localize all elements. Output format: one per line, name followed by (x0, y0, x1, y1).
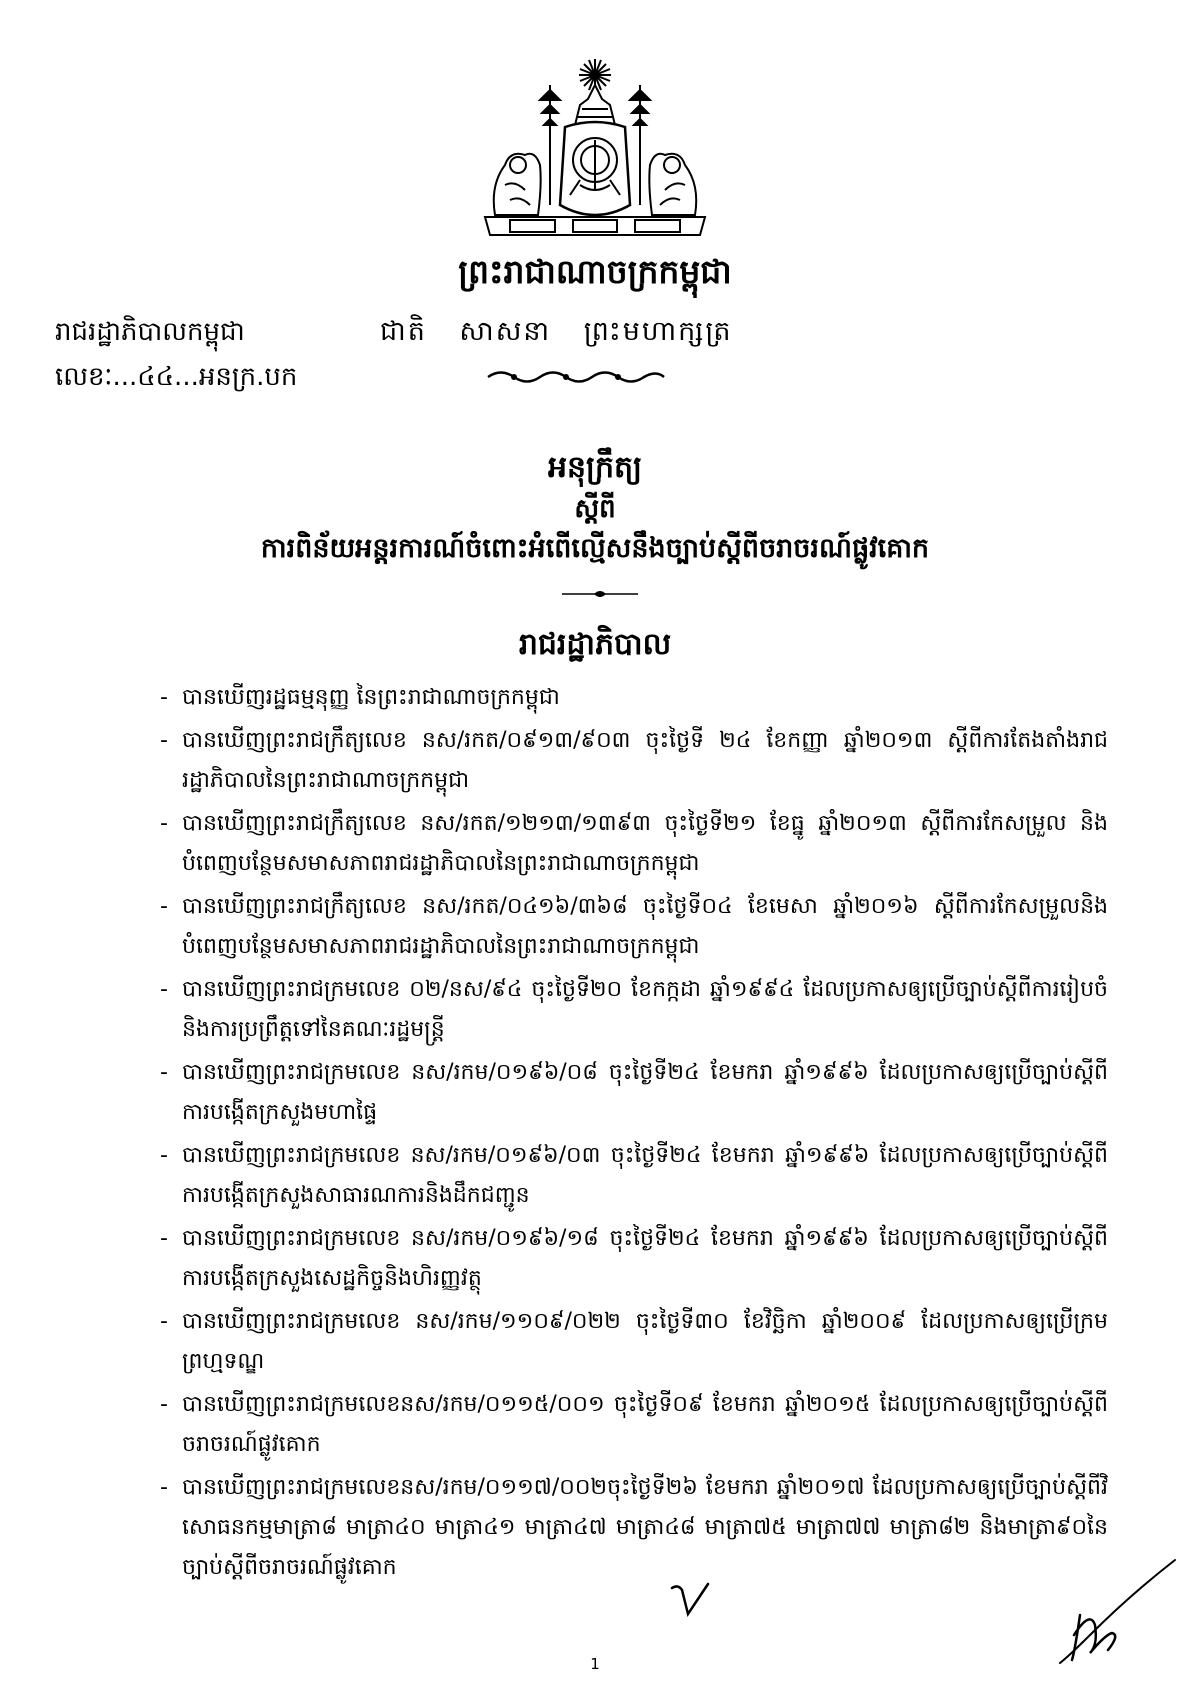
recital-text: បានឃើញព្រះរាជក្រមលេខ នស/រកម/១១០៩/០២២ ចុះថ្ងៃទី៣០ ខែវិច្ឆិកា ឆ្នាំ២០០៩ ដែលប្រកាសឲ្យប្រើក្រមព្រហ្មទណ្ឌ (182, 1309, 1108, 1374)
list-item (160, 1468, 1108, 1588)
bullet-dash: - (160, 894, 168, 919)
recital-text: បានឃើញព្រះរាជក្រមលេខ នស/រកម/០១៩៦/០៨ ចុះថ្ងៃទី២៤ ខែមករា ឆ្នាំ១៩៩៦ ដែលប្រកាសឲ្យប្រើច្បាប់ស្តីពីការបង្កើតក្រសួងមហាផ្ទៃ (182, 1060, 1108, 1125)
list-item (160, 970, 1108, 1050)
bullet-dash: - (160, 1060, 168, 1085)
recital-text: បានឃើញព្រះរាជក្រឹត្យលេខ នស/រកត/០៩១៣/៩០៣ ចុះថ្ងៃទី ២៤ ខែកញ្ញា ឆ្នាំ២០១៣ ស្តីពីការតែងតាំងរាជរដ្ឋាភិបាលនៃព្រះរាជាណាចក្រកម្ពុជា (182, 728, 1108, 793)
royal-coat-of-arms-icon (470, 55, 720, 245)
list-item (160, 1219, 1108, 1299)
recital-text: បានឃើញព្រះរាជក្រមលេខនស/រកម/០១១៧/០០២ចុះថ្ងៃទី២៦ ខែមករា ឆ្នាំ២០១៧ ដែលប្រកាសឲ្យប្រើច្បាប់ស្តីពីវិសោធនកម្មមាត្រា៨ មាត្រា៤០ មាត្រា៤១ មាត្រា៤៧ មាត្រា៤៨ មាត្រា៧៥ មាត្រា៧៧ មាត្រា៨២ និងមាត្រា៩០នៃច្បាប់ស្តីពីចរាចរណ៍ផ្លូវគោក (182, 1475, 1108, 1580)
title-divider-icon (560, 588, 640, 600)
recital-text: បានឃើញព្រះរាជក្រឹត្យលេខ នស/រកត/០៤១៦/៣៦៨ ចុះថ្ងៃទី០៤ ខែមេសា ឆ្នាំ២០១៦ ស្តីពីការកែសម្រួលនិងបំពេញបន្ថែមសមាសភាពរាជរដ្ឋាភិបាលនៃព្រះរាជាណាចក្រកម្ពុជា (182, 894, 1108, 959)
list-item (160, 1385, 1108, 1465)
list-item (160, 678, 1108, 718)
reference-number: លេខៈ...៤៤...អនក្រ.បក (55, 362, 298, 392)
bullet-dash: - (160, 1309, 168, 1334)
list-item (160, 1053, 1108, 1133)
document-type: អនុក្រឹត្យ (547, 450, 643, 485)
bullet-dash: - (160, 1226, 168, 1251)
list-item (160, 1302, 1108, 1382)
bullet-dash: - (160, 977, 168, 1002)
recital-text: បានឃើញរដ្ឋធម្មនុញ្ញ នៃព្រះរាជាណាចក្រកម្ពុជា (182, 685, 560, 710)
kingdom-name: ព្រះរាជាណាចក្រកម្ពុជា (458, 252, 732, 291)
bullet-dash: - (160, 811, 168, 836)
bullet-dash: - (160, 685, 168, 710)
list-item (160, 804, 1108, 884)
list-item (160, 887, 1108, 967)
national-motto: ជាតិ សាសនា ព្រះមហាក្សត្រ (380, 316, 733, 347)
recitals-list (160, 678, 1108, 1591)
signature-icon (1050, 1555, 1180, 1665)
document-subject: ការពិន័យអន្តរការណ៍ចំពោះអំពើល្មើសនឹងច្បាប់ស្តីពីចរាចរណ៍ផ្លូវគោក (260, 533, 930, 564)
bullet-dash: - (160, 1143, 168, 1168)
list-item (160, 1136, 1108, 1216)
recital-text: បានឃើញព្រះរាជក្រមលេខ នស/រកម/០១៩៦/១៨ ចុះថ្ងៃទី២៤ ខែមករា ឆ្នាំ១៩៩៦ ដែលប្រកាសឲ្យប្រើច្បាប់ស្តីពីការបង្កើតក្រសួងសេដ្ឋកិច្ចនិងហិរញ្ញវត្ថុ (182, 1226, 1108, 1291)
issuing-authority: រាជរដ្ឋាភិបាល (518, 627, 672, 662)
recital-text: បានឃើញព្រះរាជក្រមលេខនស/រកម/០១១៥/០០១ ចុះថ្ងៃទី០៩ ខែមករា ឆ្នាំ២០១៥ ដែលប្រកាសឲ្យប្រើច្បាប់ស្តីពីចរាចរណ៍ផ្លូវគោក (182, 1392, 1108, 1457)
handwritten-initial-icon (668, 1580, 716, 1622)
bullet-dash: - (160, 728, 168, 753)
ornament-divider-icon (486, 366, 666, 388)
list-item (160, 721, 1108, 801)
recital-text: បានឃើញព្រះរាជក្រមលេខ នស/រកម/០១៩៦/០៣ ចុះថ្ងៃទី២៤ ខែមករា ឆ្នាំ១៩៩៦ ដែលប្រកាសឲ្យប្រើច្បាប់ស្តីពីការបង្កើតក្រសួងសាធារណការនិងដឹកជញ្ជូន (182, 1143, 1108, 1208)
document-about: ស្តីពី (574, 494, 616, 524)
bullet-dash: - (160, 1475, 168, 1500)
page-number: 1 (590, 1655, 600, 1673)
recital-text: បានឃើញព្រះរាជក្រមលេខ ០២/នស/៩៤ ចុះថ្ងៃទី២០ ខែកក្កដា ឆ្នាំ១៩៩៤ ដែលប្រកាសឲ្យប្រើច្បាប់ស្តីពីការរៀបចំនិងការប្រព្រឹត្តទៅនៃគណៈរដ្ឋមន្ត្រី (182, 977, 1108, 1042)
bullet-dash: - (160, 1392, 168, 1417)
recital-text: បានឃើញព្រះរាជក្រឹត្យលេខ នស/រកត/១២១៣/១៣៩៣ ចុះថ្ងៃទី២១ ខែធ្នូ ឆ្នាំ២០១៣ ស្តីពីការកែសម្រួល និងបំពេញបន្ថែមសមាសភាពរាជរដ្ឋាភិបាលនៃព្រះរាជាណាចក្រកម្ពុជា (182, 811, 1108, 876)
government-name: រាជរដ្ឋាភិបាលកម្ពុជា (55, 317, 245, 347)
